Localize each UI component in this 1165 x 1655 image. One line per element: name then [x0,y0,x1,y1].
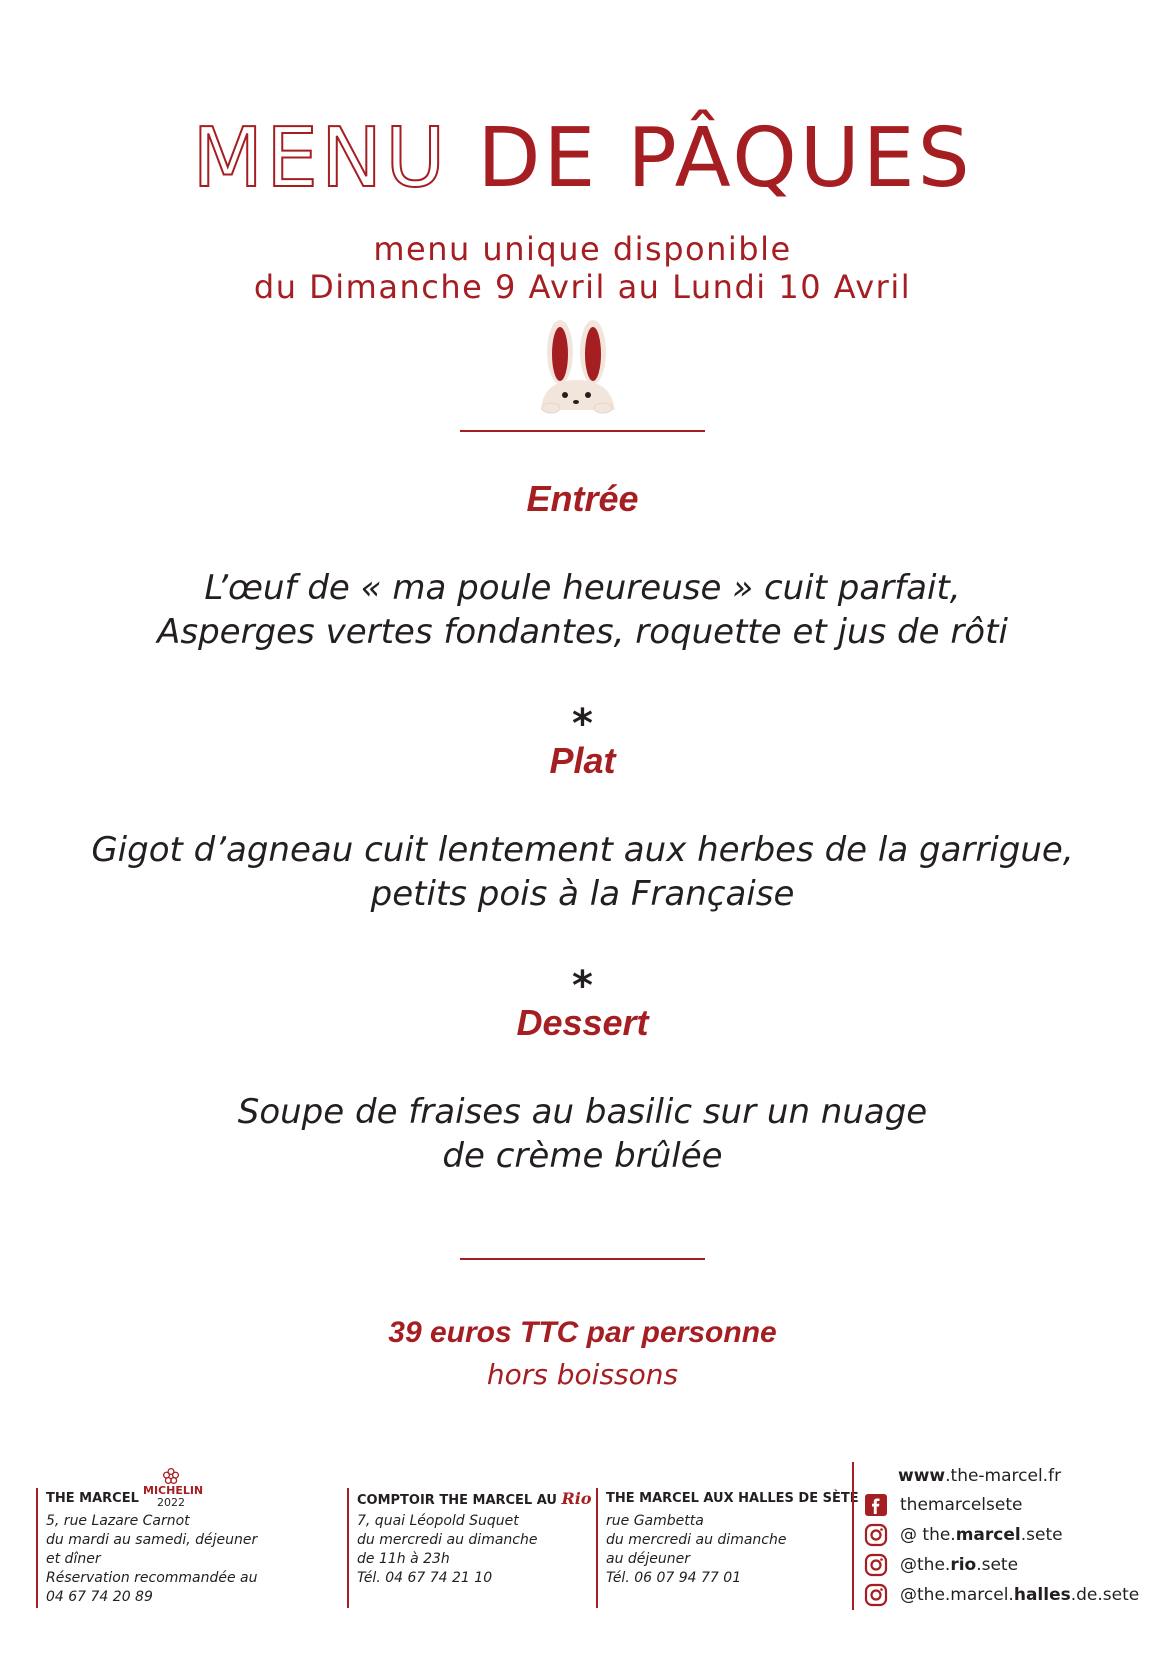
dish-line: de crème brûlée [442,1136,723,1176]
social-handle: @the.rio.sete [900,1555,1019,1575]
social-handle: @ the.marcel.sete [900,1525,1063,1545]
instagram-link-halles[interactable] [864,1580,1139,1610]
availability-subtitle [0,230,1165,306]
divider-top [460,430,705,432]
location-name-text: COMPTOIR THE MARCEL AU [357,1493,557,1508]
social-handle: themarcelsete [900,1495,1023,1515]
facebook-link[interactable] [864,1490,1139,1520]
page-title [0,111,1165,206]
location-comptoir-rio [347,1488,592,1608]
location-name: THE MARCEL [46,1491,139,1506]
location-line: et dîner [46,1551,101,1567]
location-name: THE MARCEL AUX HALLES DE SÈTE [606,1491,859,1506]
social-handle: @the.marcel.halles.de.sete [900,1585,1140,1605]
title-solid-words: DE PÂQUES [477,111,973,206]
course-title-entree: Entrée [526,478,639,519]
instagram-link-rio[interactable] [864,1550,1139,1580]
instagram-icon [864,1523,888,1547]
location-line: Réservation recommandée au [46,1570,258,1586]
instagram-icon [864,1583,888,1607]
instagram-icon [864,1553,888,1577]
dish-line: Soupe de fraises au basilic sur un nuage [237,1092,928,1132]
location-line: 5, rue Lazare Carnot [46,1513,190,1529]
course-separator: * [572,963,593,1009]
course-title-plat: Plat [549,740,616,781]
location-line: 7, quai Léopold Suquet [357,1513,519,1529]
michelin-flower-icon [162,1467,180,1485]
location-line: rue Gambetta [606,1513,704,1529]
bunny-illustration [535,318,635,430]
location-the-marcel [36,1488,258,1608]
location-line: Tél. 06 07 94 77 01 [606,1570,742,1586]
dish-line: petits pois à la Française [370,874,795,914]
location-line: du mercredi au dimanche [357,1532,538,1548]
location-line: 04 67 74 20 89 [46,1589,153,1605]
social-links [852,1462,1139,1610]
website-link[interactable] [898,1462,1139,1490]
subtitle-line-2: du Dimanche 9 Avril au Lundi 10 Avril [253,268,912,306]
dish-line: Gigot d’agneau cuit lentement aux herbes de la garrigue, [91,830,1074,870]
price-amount: 39 euros TTC par personne [388,1316,777,1349]
course-dish-plat [0,828,1165,916]
instagram-link-marcel[interactable] [864,1520,1139,1550]
rio-logo: Rio [561,1489,592,1508]
title-outline-word: MENU [192,111,449,206]
location-line: Tél. 04 67 74 21 10 [357,1570,493,1586]
location-line: au déjeuner [606,1551,691,1567]
subtitle-line-1: menu unique disponible [373,230,792,268]
location-halles-sete [596,1488,859,1608]
location-line: du mardi au samedi, déjeuner [46,1532,258,1548]
location-line: du mercredi au dimanche [606,1532,787,1548]
course-dish-dessert [0,1090,1165,1178]
course-dish-entree [0,566,1165,654]
michelin-name: MICHELIN [143,1484,204,1497]
website-domain: .the-marcel.fr [945,1466,1062,1486]
dish-line: Asperges vertes fondantes, roquette et jus de rôti [157,612,1008,652]
facebook-icon [864,1493,888,1517]
michelin-year: 2022 [157,1496,185,1509]
dish-line: L’œuf de « ma poule heureuse » cuit parfait, [204,568,961,608]
website-prefix: www [898,1466,946,1486]
price-note: hors boissons [486,1358,679,1391]
course-title-dessert: Dessert [516,1002,649,1043]
location-line: de 11h à 23h [357,1551,450,1567]
location-name [357,1488,592,1510]
course-separator: * [572,701,593,747]
divider-bottom [460,1258,705,1260]
